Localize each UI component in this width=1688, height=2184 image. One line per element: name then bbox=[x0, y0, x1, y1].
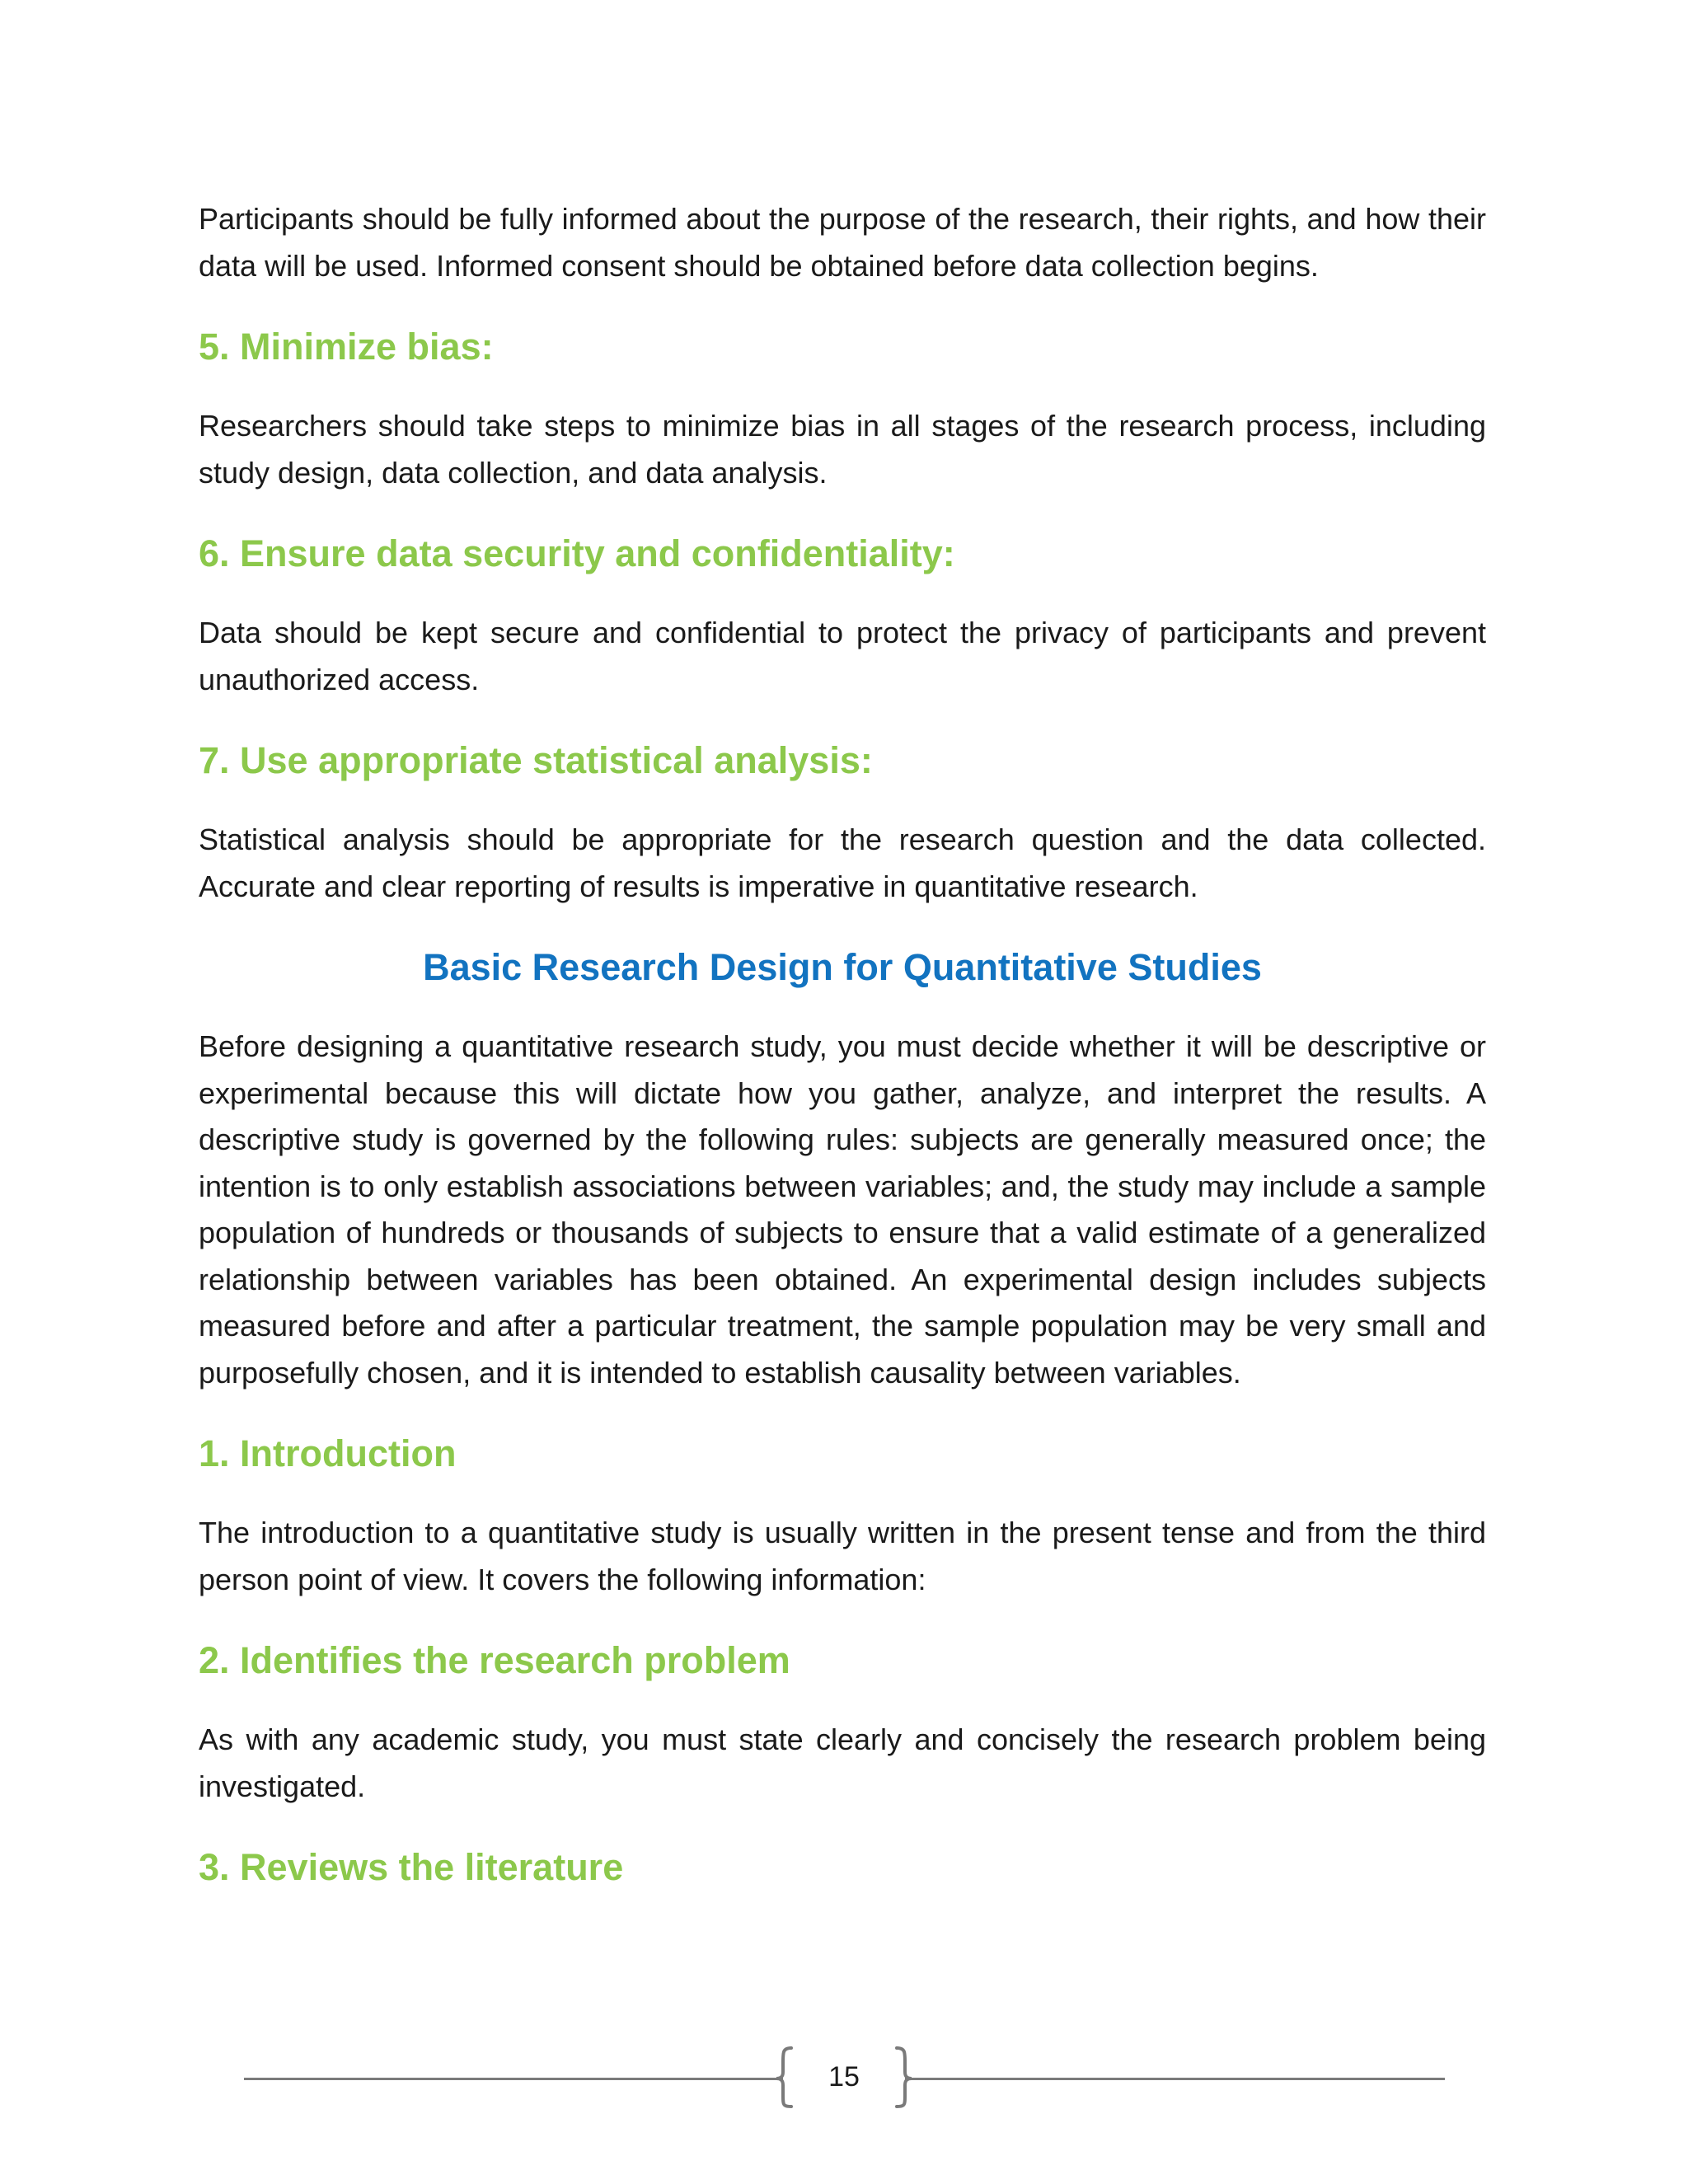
heading-basic-research-design: Basic Research Design for Quantitative Studies bbox=[423, 946, 1262, 988]
paragraph-research-design: Before designing a quantitative research study, you must decide whether it will be descriptive or experimental because this will dictate how you gather, analyze, and interpret the results. A descriptive study is governed by the following rules: subjects are generally measured once; the intention is to only establish associations between variables; and, the study may include a sample population of hundreds or thousands of subjects to ensure that a valid estimate of a generalized relationship between variables has been obtained. An experimental design includes subjects measured before and after a particular treatment, the sample population may be very small and purposefully chosen, and it is intended to establish causality between variables. bbox=[199, 1029, 1486, 1390]
heading-introduction: 1. Introduction bbox=[199, 1432, 457, 1474]
heading-data-security: 6. Ensure data security and confidentiality: bbox=[199, 532, 955, 574]
heading-reviews-literature: 3. Reviews the literature bbox=[199, 1846, 624, 1888]
heading-research-problem: 2. Identifies the research problem bbox=[199, 1639, 790, 1681]
paragraph-introduction: The introduction to a quantitative study is usually written in the present tense and from the third person point of view. It covers the following information: bbox=[199, 1516, 1486, 1596]
footer-rule-right bbox=[905, 2078, 1445, 2080]
paragraph-statistical-analysis: Statistical analysis should be appropriate for the research question and the data collected. Accurate and clear reporting of results is imperative in quantitative research. bbox=[199, 823, 1486, 903]
page-number: 15 bbox=[828, 2061, 860, 2093]
paragraph-minimize-bias: Researchers should take steps to minimize bias in all stages of the research process, including study design, data collection, and data analysis. bbox=[199, 409, 1486, 490]
paragraph-informed-consent: Participants should be fully informed about the purpose of the research, their rights, and how their data will be used. Informed consent should be obtained before data collection begins. bbox=[199, 202, 1486, 283]
heading-minimize-bias: 5. Minimize bias: bbox=[199, 326, 494, 368]
footer-rule-left bbox=[244, 2078, 783, 2080]
right-brace-icon bbox=[893, 2044, 915, 2110]
heading-statistical-analysis: 7. Use appropriate statistical analysis: bbox=[199, 739, 873, 781]
document-page bbox=[199, 196, 1486, 1891]
left-brace-icon bbox=[773, 2044, 795, 2110]
page-footer bbox=[0, 2044, 1688, 2110]
paragraph-research-problem: As with any academic study, you must state clearly and concisely the research problem being investigated. bbox=[199, 1722, 1486, 1803]
paragraph-data-security: Data should be kept secure and confidential to protect the privacy of participants and prevent unauthorized access. bbox=[199, 616, 1486, 696]
